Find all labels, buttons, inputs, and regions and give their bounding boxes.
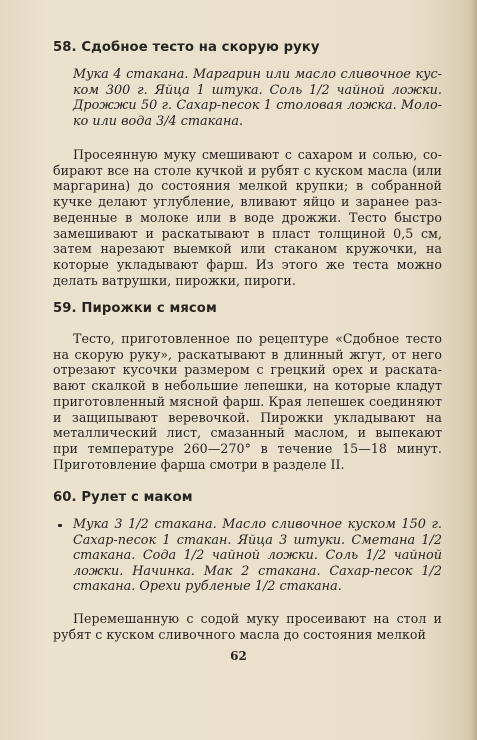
recipe-60-title: 60. Рулет с маком <box>53 490 193 505</box>
page-number: 62 <box>230 649 247 663</box>
recipe-58-title-block <box>53 39 442 56</box>
recipe-59-text-block <box>53 331 442 472</box>
recipe-60-text: Перемешанную с содой муку просеивают на стол и рубят с куском сливочного масла до состояния мелкой <box>53 611 442 642</box>
recipe-58-title: 58. Сдобное тесто на скорую руку <box>53 40 320 55</box>
recipe-59-title: 59. Пирожки с мясом <box>53 301 217 316</box>
recipe-58-text-block <box>53 147 442 288</box>
recipe-60-ingredients-block <box>53 517 442 595</box>
recipe-60-ingredients: Мука 3 1/2 стакана. Масло сливочное куском 150 г. Сахар-песок 1 стакан. Яйца 3 штуки. Сметана 1/2 стакана. Сода 1/2 чайной ложки. Соль 1/2 чайной ложки. Начинка. Мак 2 стакана. Сахар-песок 1/2 стакана. Орехи рубленые 1/2 стакана. <box>73 517 442 594</box>
recipe-58-ingredients-block <box>53 67 442 129</box>
recipe-59-text: Тесто, приготовленное по рецептуре «Сдобное тесто на скорую руку», раскатывают в длинный жгут, от него отрезают кусочки размером с грецкий орех и раскатавают скалкой в небольшие лепешки, на которые кладут приготовленный мясной фарш. Края лепешек соединяют и защипывают веревочкой. Пирожки укладывают на металлический лист, смазанный маслом, и выпекают при температуре 260—270° в течение 15—18 минут. Приготовление фарша смотри в разделе II. <box>53 331 442 472</box>
recipe-58-text: Просеянную муку смешивают с сахаром и солью, собирают все на столе кучкой и рубят с куском масла (или маргарина) до состояния мелкой крупки; в собранной кучке делают углубление, вливают яйцо и заранее разведенные в молоке или в воде дрожжи. Тесто быстро замешивают и раскатывают в пласт толщиной 0,5 см, затем нарезают выемкой или стаканом кружочки, на которые укладывают фарш. Из этого же теста можно делать ватрушки, пирожки, пироги. <box>53 147 442 288</box>
recipe-59-title-block <box>53 300 442 317</box>
recipe-60-text-block <box>53 611 442 642</box>
page-edge-shadow <box>471 0 477 740</box>
recipe-60-title-block <box>53 489 442 506</box>
recipe-58-ingredients: Мука 4 стакана. Маргарин или масло сливочное куском 300 г. Яйца 1 штука. Соль 1/2 чайной ложки. Дрожжи 50 г. Сахар-песок 1 столовая ложка. Молоко или вода 3/4 стакана. <box>73 67 442 129</box>
